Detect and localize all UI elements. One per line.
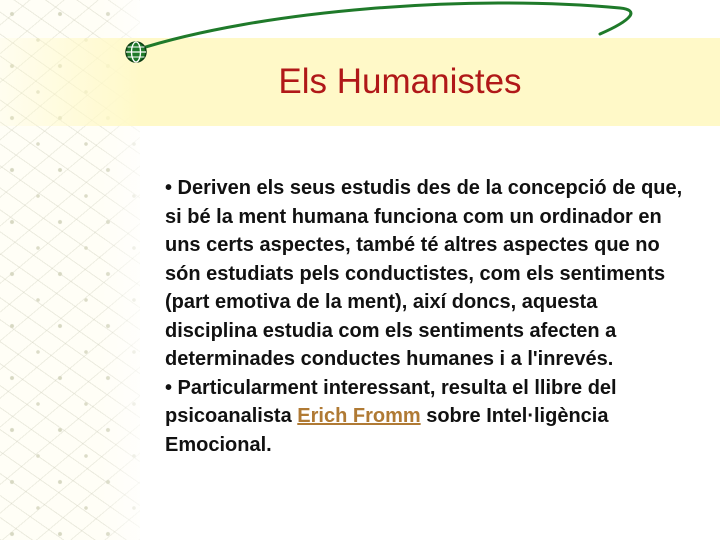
globe-icon bbox=[126, 42, 146, 62]
bullet-paragraph-1: • Deriven els seus estudis des de la concepció de que, si bé la ment humana funciona com un ordinador en uns certs aspectes, també té altres aspectes que no són estudiats pels conductistes, com els sentiments (part emotiva de la ment), així doncs, aquesta disciplina estudia com els sentiments afecten a determinades conductes humanes i a l'inrevés. bbox=[165, 177, 683, 370]
paragraph-2-intro: • Particularment interessant, resulta el llibre del psicoanalista bbox=[165, 376, 617, 427]
slide-body bbox=[165, 174, 685, 459]
slide-title: Els Humanistes bbox=[278, 62, 522, 101]
erich-fromm-link[interactable]: Erich Fromm bbox=[297, 405, 421, 427]
paragraph-2-outro: sobre Intel·ligència Emocional. bbox=[165, 405, 609, 456]
bullet-paragraph-2 bbox=[165, 374, 685, 460]
swoosh-line bbox=[136, 3, 631, 50]
